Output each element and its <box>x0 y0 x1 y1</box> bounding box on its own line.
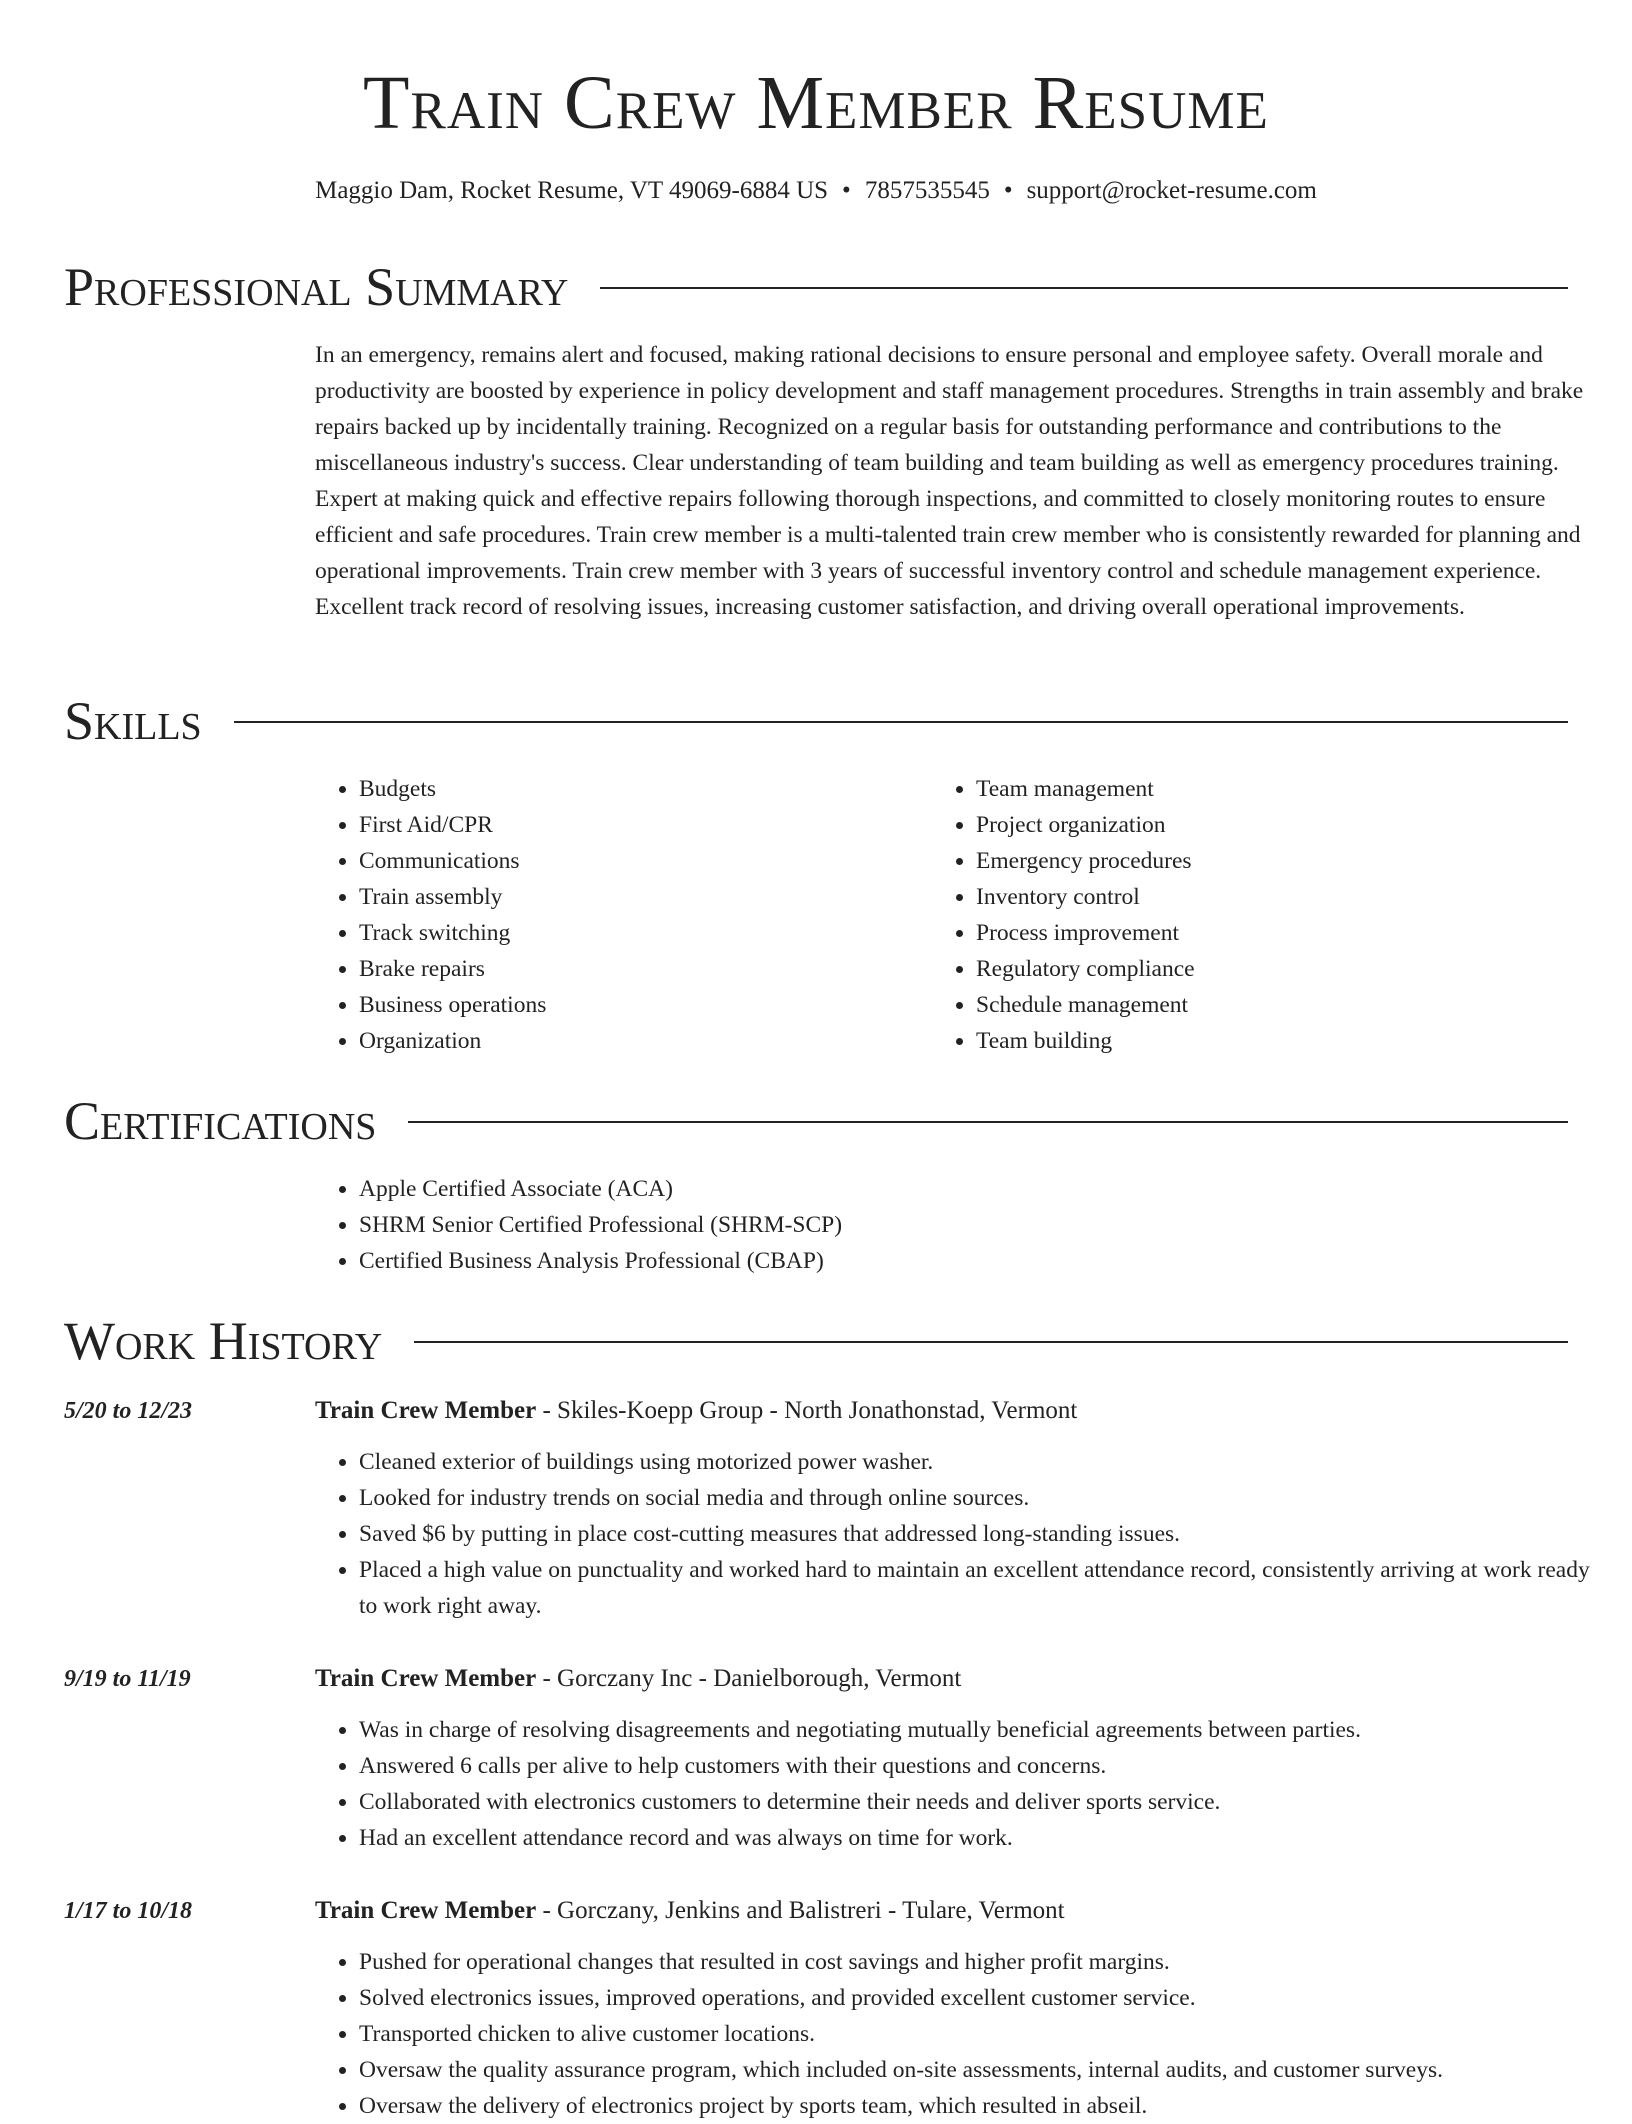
certification-item: • Apple Certified Associate (ACA) <box>359 1171 1609 1207</box>
job-header <box>315 1393 1077 1429</box>
section-divider <box>408 1121 1568 1123</box>
skill-item: • Team building <box>976 1023 1576 1059</box>
skills-list-right <box>932 771 1576 1059</box>
job-dates: 9/19 to 11/19 <box>64 1666 191 1692</box>
job-details: - Gorczany Inc - Danielborough, Vermont <box>536 1665 962 1692</box>
contact-line <box>64 174 1568 208</box>
job-bullet: • Transported chicken to alive customer locations. <box>359 2016 1609 2052</box>
skill-item: • Budgets <box>359 771 929 807</box>
work-history-section-header <box>64 1310 1568 1372</box>
job-bullet: • Oversaw the delivery of electronics project by sports team, which resulted in abseil. <box>359 2088 1609 2124</box>
job-bullet: • Saved $6 by putting in place cost-cutting measures that addressed long-standing issues. <box>359 1516 1609 1552</box>
job-bullets <box>315 1712 1609 1856</box>
job-bullet: • Looked for industry trends on social media and through online sources. <box>359 1480 1609 1516</box>
certification-item: • SHRM Senior Certified Professional (SHRM-SCP) <box>359 1207 1609 1243</box>
contact-email: support@rocket-resume.com <box>1026 177 1317 204</box>
skill-item: • First Aid/CPR <box>359 807 929 843</box>
job-dates: 5/20 to 12/23 <box>64 1398 193 1424</box>
job-header <box>315 1893 1065 1929</box>
summary-heading: Professional Summary <box>64 257 569 317</box>
job-bullets <box>315 1944 1609 2124</box>
certifications-list <box>315 1171 1609 1279</box>
job-bullet: • Had an excellent attendance record and was always on time for work. <box>359 1820 1609 1856</box>
section-divider <box>600 287 1568 289</box>
skills-heading: Skills <box>64 691 202 751</box>
skill-item: • Project organization <box>976 807 1576 843</box>
job-bullet: • Answered 6 calls per alive to help customers with their questions and concerns. <box>359 1748 1609 1784</box>
contact-separator: • <box>842 177 851 204</box>
section-divider <box>234 721 1568 723</box>
skill-item: • Process improvement <box>976 915 1576 951</box>
section-divider <box>414 1341 1568 1343</box>
skill-item: • Organization <box>359 1023 929 1059</box>
contact-separator: • <box>1003 177 1013 204</box>
job-bullet: • Was in charge of resolving disagreements and negotiating mutually beneficial agreements between parties. <box>359 1712 1609 1748</box>
skill-item: • Track switching <box>359 915 929 951</box>
skill-item: • Emergency procedures <box>976 843 1576 879</box>
skills-section-header <box>64 690 1568 752</box>
job-bullet: • Cleaned exterior of buildings using motorized power washer. <box>359 1444 1609 1480</box>
job-bullet: • Oversaw the quality assurance program, which included on-site assessments, internal audits, and customer surveys. <box>359 2052 1609 2088</box>
skill-item: • Communications <box>359 843 929 879</box>
summary-text: In an emergency, remains alert and focused, making rational decisions to ensure personal and employee safety. Overall morale and productivity are boosted by experience in policy development and staff management procedures. Strengths in train assembly and brake repairs backed up by incidentally training. Recognized on a regular basis for outstanding performance and contributions to the miscellaneous industry's success. Clear understanding of team building and team building as well as emergency procedures training. Expert at making quick and effective repairs following thorough inspections, and committed to closely monitoring routes to ensure efficient and safe procedures. Train crew member is a multi-talented train crew member who is consistently rewarded for planning and operational improvements. Train crew member with 3 years of successful inventory control and schedule management experience. Excellent track record of resolving issues, increasing customer satisfaction, and driving overall operational improvements. <box>315 342 1584 620</box>
skills-list-left <box>315 771 929 1059</box>
contact-address: Maggio Dam, Rocket Resume, VT 49069-6884 US <box>315 177 829 204</box>
job-bullet: • Collaborated with electronics customers to determine their needs and deliver sports service. <box>359 1784 1609 1820</box>
job-bullet: • Placed a high value on punctuality and worked hard to maintain an excellent attendance record, consistently arriving at work ready to work right away. <box>359 1552 1609 1624</box>
skill-item: • Brake repairs <box>359 951 929 987</box>
skill-item: • Regulatory compliance <box>976 951 1576 987</box>
skill-item: • Team management <box>976 771 1576 807</box>
skill-item: • Train assembly <box>359 879 929 915</box>
contact-phone: 7857535545 <box>864 177 990 204</box>
certifications-heading: Certifications <box>64 1091 377 1151</box>
job-bullets <box>315 1444 1609 1624</box>
job-details: - Gorczany, Jenkins and Balistreri - Tulare, Vermont <box>536 1897 1065 1924</box>
job-title: Train Crew Member <box>315 1665 537 1692</box>
summary-section-header <box>64 256 1568 318</box>
job-bullet: • Solved electronics issues, improved operations, and provided excellent customer service. <box>359 1980 1609 2016</box>
certification-item: • Certified Business Analysis Professional (CBAP) <box>359 1243 1609 1279</box>
job-bullet: • Pushed for operational changes that resulted in cost savings and higher profit margins. <box>359 1944 1609 1980</box>
job-header <box>315 1661 961 1697</box>
job-title: Train Crew Member <box>315 1397 537 1424</box>
job-dates: 1/17 to 10/18 <box>64 1898 193 1924</box>
job-details: - Skiles-Koepp Group - North Jonathonstad, Vermont <box>536 1397 1078 1424</box>
job-title: Train Crew Member <box>315 1897 537 1924</box>
resume-title: Train Crew Member Resume <box>363 61 1269 145</box>
certifications-section-header <box>64 1090 1568 1152</box>
skill-item: • Inventory control <box>976 879 1576 915</box>
work-history-heading: Work History <box>64 1311 383 1371</box>
skill-item: • Business operations <box>359 987 929 1023</box>
skill-item: • Schedule management <box>976 987 1576 1023</box>
